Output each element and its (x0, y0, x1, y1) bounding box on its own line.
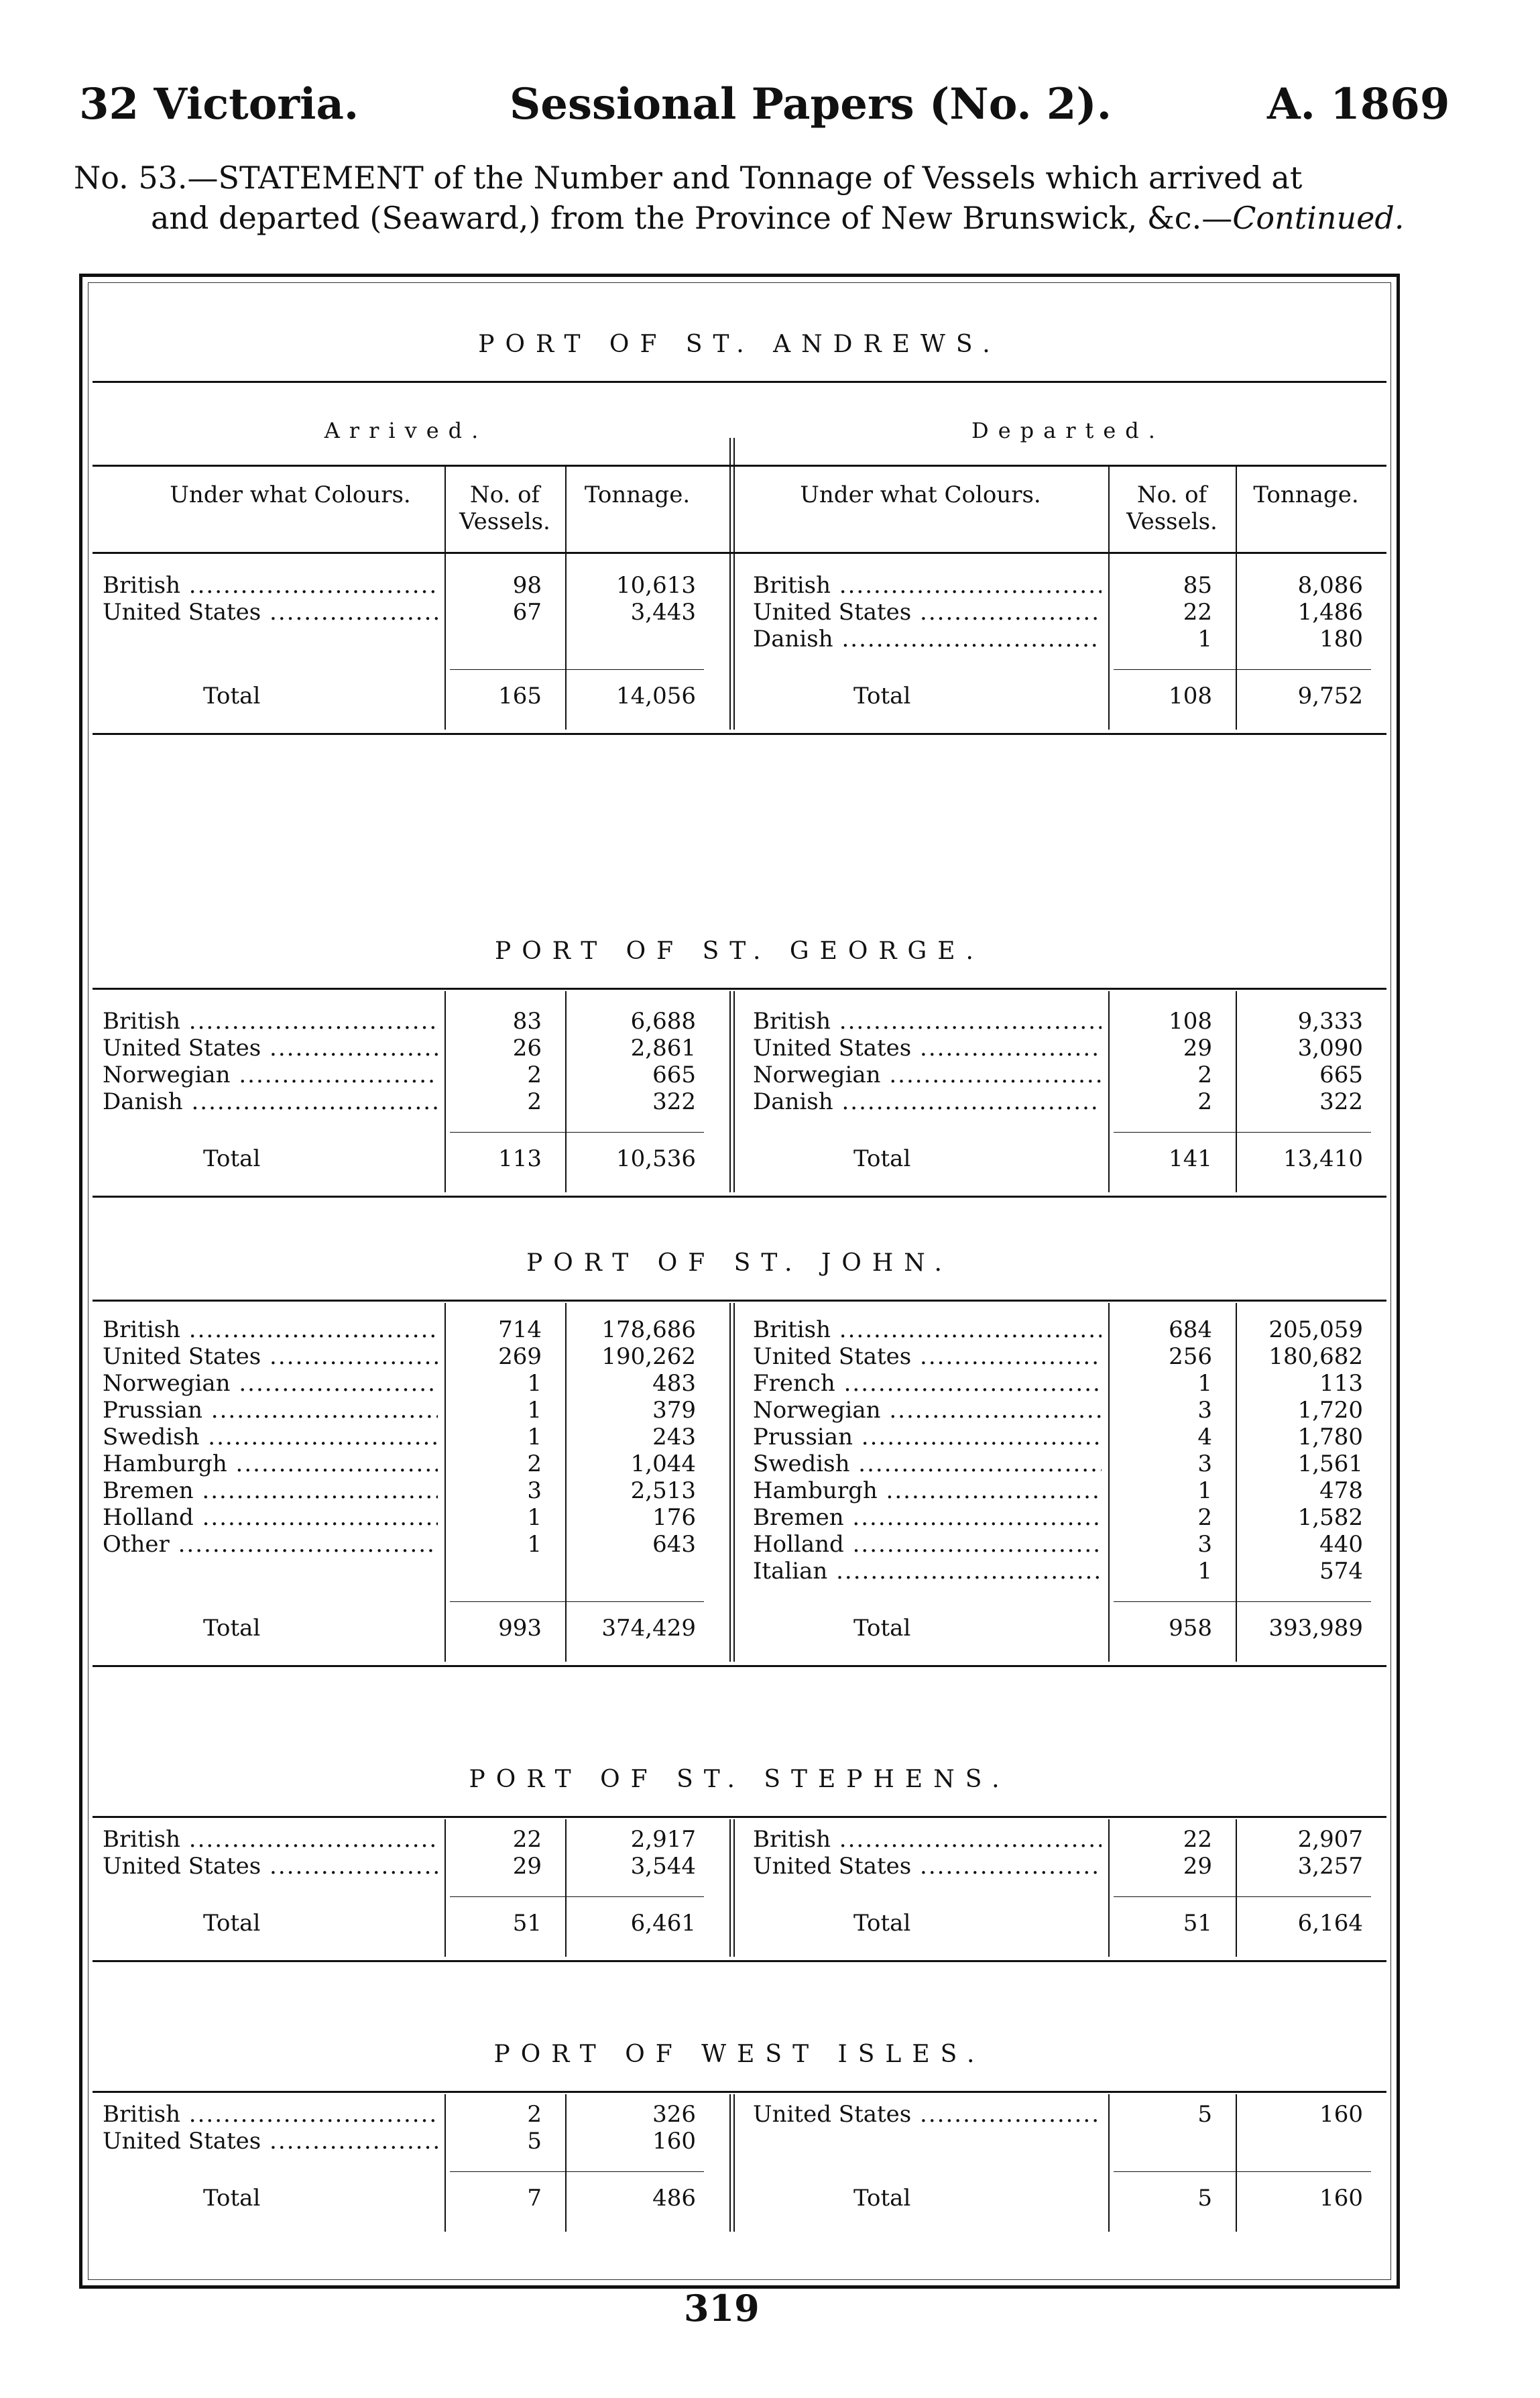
colour-name: British ..... (753, 1008, 1102, 1035)
arrived-total-tonnage: 6,461 (630, 1910, 696, 1937)
tonnage-value: 1,561 (1297, 1450, 1363, 1477)
colour-name: Norwegian ..... (103, 1062, 438, 1088)
departed-total-tonnage: 13,410 (1283, 1145, 1363, 1172)
arrived-total-tonnage: 374,429 (601, 1615, 696, 1642)
departed-total-vessels: 5 (1197, 2185, 1212, 2212)
departed-tonnage-header: Tonnage. (1253, 481, 1359, 508)
column-divider (1236, 1819, 1237, 1957)
rule (93, 1196, 1386, 1198)
colour-name: Holland ..... (753, 1531, 1102, 1558)
column-divider (445, 2094, 446, 2232)
tonnage-value: 665 (1319, 1062, 1363, 1088)
total-rule (450, 1601, 704, 1602)
departed-total-label: Total (853, 2185, 911, 2212)
tonnage-value: 2,861 (630, 1035, 696, 1062)
vessel-count: 3 (527, 1477, 542, 1504)
column-divider (565, 552, 567, 730)
vessel-count: 85 (1183, 572, 1212, 599)
column-divider (1236, 991, 1237, 1192)
total-rule (1114, 1896, 1371, 1897)
colour-name: United States ..... (753, 2101, 1102, 2128)
column-divider (1108, 1819, 1110, 1957)
colour-name: British ..... (753, 1826, 1102, 1853)
departed-vessels-header (1108, 481, 1236, 535)
tonnage-value: 326 (652, 2101, 696, 2128)
departed-total-label: Total (853, 1615, 911, 1642)
column-divider (565, 1819, 567, 1957)
departed-total-label: Total (853, 683, 911, 709)
tonnage-value: 8,086 (1297, 572, 1363, 599)
title-line-2 (74, 198, 1421, 238)
rule (93, 1300, 1386, 1302)
vessels-header-line-1: No. of (469, 481, 540, 508)
vessel-count: 3 (1197, 1450, 1212, 1477)
column-divider (729, 438, 735, 552)
colour-name: British ..... (103, 1316, 438, 1343)
total-rule (1114, 669, 1371, 670)
tonnage-value: 10,613 (616, 572, 696, 599)
departed-total-vessels: 108 (1169, 683, 1212, 709)
column-divider (445, 1819, 446, 1957)
total-rule (450, 669, 704, 670)
tonnage-value: 1,486 (1297, 599, 1363, 626)
column-divider (1108, 1303, 1110, 1662)
colour-name: British ..... (103, 1826, 438, 1853)
header-left: 32 Victoria. (79, 79, 359, 129)
vessel-count: 4 (1197, 1424, 1212, 1450)
tonnage-value: 3,443 (630, 599, 696, 626)
vessel-count: 22 (512, 1826, 542, 1853)
column-divider (1236, 1303, 1237, 1662)
vessel-count: 684 (1169, 1316, 1212, 1343)
colour-name: Holland ..... (103, 1504, 438, 1531)
tonnage-value: 3,090 (1297, 1035, 1363, 1062)
colour-name: United States ..... (103, 1343, 438, 1370)
vessel-count: 1 (527, 1531, 542, 1558)
colour-name: Swedish ..... (753, 1450, 1102, 1477)
vessel-count: 1 (1197, 1477, 1212, 1504)
departed-total-tonnage: 9,752 (1297, 683, 1363, 709)
departed-colours-header: Under what Colours. (800, 481, 1041, 508)
column-divider (729, 1819, 735, 1957)
statement-table (79, 274, 1400, 2289)
tonnage-value: 243 (652, 1424, 696, 1450)
arrived-total-vessels: 993 (498, 1615, 542, 1642)
tonnage-value: 176 (652, 1504, 696, 1531)
colour-name: Norwegian ..... (753, 1062, 1102, 1088)
arrived-total-label: Total (203, 2185, 261, 2212)
vessel-count: 1 (527, 1504, 542, 1531)
arrived-total-label: Total (203, 683, 261, 709)
total-rule (450, 2171, 704, 2172)
colour-name: United States ..... (753, 599, 1102, 626)
rule (93, 1960, 1386, 1962)
column-divider (1108, 552, 1110, 730)
colour-name: Danish ..... (103, 1088, 438, 1115)
colour-name: United States ..... (103, 1035, 438, 1062)
colour-name: British ..... (753, 572, 1102, 599)
rule (93, 381, 1386, 383)
tonnage-value: 178,686 (601, 1316, 696, 1343)
colour-name: Prussian ..... (753, 1424, 1102, 1450)
rule (93, 2091, 1386, 2093)
arrived-total-vessels: 113 (498, 1145, 542, 1172)
colour-name: United States ..... (103, 599, 438, 626)
vessels-header-line-2: Vessels. (1126, 508, 1218, 535)
tonnage-value: 180,682 (1268, 1343, 1363, 1370)
colour-name: United States ..... (753, 1853, 1102, 1880)
vessel-count: 2 (527, 1062, 542, 1088)
arrived-heading: Arrived. (324, 418, 488, 443)
vessel-count: 5 (527, 2128, 542, 2155)
tonnage-value: 3,257 (1297, 1853, 1363, 1880)
total-rule (1114, 2171, 1371, 2172)
tonnage-value: 574 (1319, 1558, 1363, 1585)
colour-name: Prussian ..... (103, 1397, 438, 1424)
port-title: PORT OF WEST ISLES. (493, 2041, 986, 2068)
column-divider (1236, 2094, 1237, 2232)
column-divider (1236, 552, 1237, 730)
vessel-count: 1 (1197, 626, 1212, 652)
tonnage-value: 483 (652, 1370, 696, 1397)
column-divider (729, 2094, 735, 2232)
tonnage-value: 6,688 (630, 1008, 696, 1035)
vessel-count: 5 (1197, 2101, 1212, 2128)
arrived-total-label: Total (203, 1145, 261, 1172)
colour-name: Danish ..... (753, 626, 1102, 652)
tonnage-value: 190,262 (601, 1343, 696, 1370)
tonnage-value: 643 (652, 1531, 696, 1558)
departed-total-tonnage: 6,164 (1297, 1910, 1363, 1937)
vessel-count: 2 (527, 2101, 542, 2128)
total-rule (1114, 1132, 1371, 1133)
colour-name: United States ..... (103, 1853, 438, 1880)
colour-name: Bremen ..... (103, 1477, 438, 1504)
column-divider (565, 991, 567, 1192)
vessels-header-line-2: Vessels. (459, 508, 550, 535)
rule (93, 988, 1386, 990)
port-title: PORT OF ST. ANDREWS. (478, 331, 1001, 358)
colour-name: Hamburgh ..... (753, 1477, 1102, 1504)
departed-total-tonnage: 393,989 (1268, 1615, 1363, 1642)
column-divider (565, 1303, 567, 1662)
total-rule (450, 1896, 704, 1897)
vessel-count: 2 (1197, 1088, 1212, 1115)
tonnage-value: 113 (1319, 1370, 1363, 1397)
statement-title (74, 158, 1421, 238)
title-line-1: No. 53.—STATEMENT of the Number and Tonnage of Vessels which arrived at (74, 160, 1303, 196)
tonnage-value: 379 (652, 1397, 696, 1424)
tonnage-value: 2,513 (630, 1477, 696, 1504)
rule (93, 1665, 1386, 1667)
tonnage-value: 3,544 (630, 1853, 696, 1880)
vessel-count: 22 (1183, 599, 1212, 626)
header-center: Sessional Papers (No. 2). (510, 79, 1112, 129)
vessel-count: 269 (498, 1343, 542, 1370)
column-divider (1108, 2094, 1110, 2232)
tonnage-value: 1,582 (1297, 1504, 1363, 1531)
vessel-count: 2 (1197, 1062, 1212, 1088)
vessel-count: 256 (1169, 1343, 1212, 1370)
column-divider (729, 991, 735, 1192)
column-divider (445, 991, 446, 1192)
vessel-count: 29 (1183, 1035, 1212, 1062)
title-line-2-plain: and departed (Seaward,) from the Province of New Brunswick, &c.— (151, 200, 1233, 236)
vessel-count: 714 (498, 1316, 542, 1343)
tonnage-value: 160 (1319, 2101, 1363, 2128)
vessel-count: 22 (1183, 1826, 1212, 1853)
column-divider (729, 1303, 735, 1662)
port-title: PORT OF ST. STEPHENS. (469, 1766, 1010, 1793)
arrived-total-vessels: 7 (527, 2185, 542, 2212)
arrived-total-label: Total (203, 1615, 261, 1642)
colour-name: Norwegian ..... (103, 1370, 438, 1397)
colour-name: United States ..... (753, 1343, 1102, 1370)
colour-name: United States ..... (103, 2128, 438, 2155)
vessel-count: 29 (1183, 1853, 1212, 1880)
tonnage-value: 180 (1319, 626, 1363, 652)
arrived-colours-header: Under what Colours. (170, 481, 411, 508)
vessel-count: 98 (512, 572, 542, 599)
departed-total-vessels: 51 (1183, 1910, 1212, 1937)
tonnage-value: 205,059 (1268, 1316, 1363, 1343)
colour-name: British ..... (753, 1316, 1102, 1343)
vessel-count: 108 (1169, 1008, 1212, 1035)
departed-total-tonnage: 160 (1319, 2185, 1363, 2212)
vessel-count: 1 (527, 1424, 542, 1450)
column-divider (729, 552, 735, 730)
column-divider (1108, 991, 1110, 1192)
colour-name: United States ..... (753, 1035, 1102, 1062)
page-number: 319 (684, 2287, 760, 2330)
tonnage-value: 2,907 (1297, 1826, 1363, 1853)
vessels-header-line-1: No. of (1136, 481, 1207, 508)
column-divider (565, 465, 567, 552)
colour-name: British ..... (103, 572, 438, 599)
colour-name: British ..... (103, 2101, 438, 2128)
header-right: A. 1869 (1267, 79, 1450, 129)
departed-total-label: Total (853, 1910, 911, 1937)
departed-total-vessels: 958 (1169, 1615, 1212, 1642)
colour-name: Bremen ..... (753, 1504, 1102, 1531)
colour-name: Italian ..... (753, 1558, 1102, 1585)
arrived-vessels-header (445, 481, 565, 535)
vessel-count: 2 (527, 1088, 542, 1115)
colour-name: Other ..... (103, 1531, 438, 1558)
arrived-total-label: Total (203, 1910, 261, 1937)
tonnage-value: 2,917 (630, 1826, 696, 1853)
tonnage-value: 478 (1319, 1477, 1363, 1504)
tonnage-value: 9,333 (1297, 1008, 1363, 1035)
total-rule (1114, 1601, 1371, 1602)
port-title: PORT OF ST. GEORGE. (494, 937, 984, 965)
column-divider (445, 1303, 446, 1662)
vessel-count: 67 (512, 599, 542, 626)
tonnage-value: 1,780 (1297, 1424, 1363, 1450)
vessel-count: 26 (512, 1035, 542, 1062)
departed-total-vessels: 141 (1169, 1145, 1212, 1172)
column-divider (445, 465, 446, 552)
title-line-2-italic: Continued. (1232, 200, 1405, 236)
rule (93, 552, 1386, 554)
colour-name: British ..... (103, 1008, 438, 1035)
colour-name: Norwegian ..... (753, 1397, 1102, 1424)
departed-heading: Departed. (971, 418, 1165, 443)
vessel-count: 3 (1197, 1531, 1212, 1558)
tonnage-value: 322 (1319, 1088, 1363, 1115)
column-divider (1108, 465, 1110, 552)
tonnage-value: 160 (652, 2128, 696, 2155)
arrived-total-tonnage: 486 (652, 2185, 696, 2212)
vessel-count: 83 (512, 1008, 542, 1035)
vessel-count: 1 (1197, 1370, 1212, 1397)
colour-name: Hamburgh ..... (103, 1450, 438, 1477)
vessel-count: 1 (1197, 1558, 1212, 1585)
column-divider (445, 552, 446, 730)
tonnage-value: 665 (652, 1062, 696, 1088)
column-divider (565, 2094, 567, 2232)
arrived-total-vessels: 165 (498, 683, 542, 709)
vessel-count: 3 (1197, 1397, 1212, 1424)
colour-name: French ..... (753, 1370, 1102, 1397)
rule (93, 733, 1386, 735)
rule (93, 465, 1386, 467)
port-title: PORT OF ST. JOHN. (526, 1249, 953, 1277)
departed-total-label: Total (853, 1145, 911, 1172)
total-rule (450, 1132, 704, 1133)
arrived-tonnage-header: Tonnage. (584, 481, 691, 508)
tonnage-value: 1,044 (630, 1450, 696, 1477)
arrived-total-tonnage: 14,056 (616, 683, 696, 709)
tonnage-value: 440 (1319, 1531, 1363, 1558)
rule (93, 1816, 1386, 1818)
vessel-count: 29 (512, 1853, 542, 1880)
vessel-count: 2 (527, 1450, 542, 1477)
arrived-total-tonnage: 10,536 (616, 1145, 696, 1172)
colour-name: Swedish ..... (103, 1424, 438, 1450)
arrived-total-vessels: 51 (512, 1910, 542, 1937)
colour-name: Danish ..... (753, 1088, 1102, 1115)
vessel-count: 1 (527, 1397, 542, 1424)
column-divider (1236, 465, 1237, 552)
vessel-count: 1 (527, 1370, 542, 1397)
tonnage-value: 322 (652, 1088, 696, 1115)
vessel-count: 2 (1197, 1504, 1212, 1531)
tonnage-value: 1,720 (1297, 1397, 1363, 1424)
